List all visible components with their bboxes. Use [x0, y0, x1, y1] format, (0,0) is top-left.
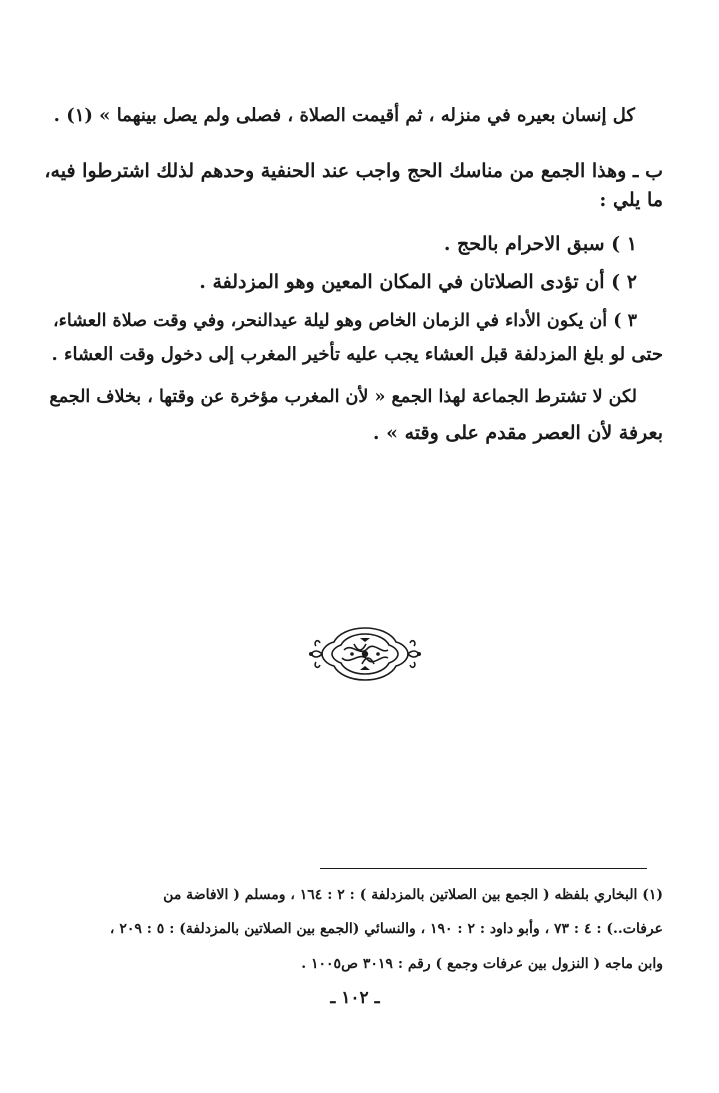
- footnote-divider: [320, 868, 647, 869]
- body-line: ما يلي :: [599, 189, 663, 211]
- body-line: بعرفة لأن العصر مقدم على وقته » .: [372, 422, 663, 444]
- ornament-icon: [308, 624, 422, 684]
- footnote-line: عرفات..) : ٤ : ٧٣ ، وأبو داود : ٢ : ١٩٠ ، والنسائي (الجمع بين الصلاتين بالمزدلفة) : ٥ : ٢٠٩ ،: [109, 921, 663, 937]
- body-line: كل إنسان بعيره في منزله ، ثم أقيمت الصلاة ، فصلى ولم يصل بينهما » (١) .: [53, 105, 635, 126]
- body-line: ١ ) سبق الاحرام بالحج .: [443, 233, 637, 255]
- page-number: ـ ١٠٢ ـ: [330, 988, 380, 1008]
- body-line: ب ـ وهذا الجمع من مناسك الحج واجب عند الحنفية وحدهم لذلك اشترطوا فيه،: [44, 160, 663, 182]
- body-line: ٢ ) أن تؤدى الصلاتان في المكان المعين وهو المزدلفة .: [199, 271, 637, 293]
- body-line: لكن لا تشترط الجماعة لهذا الجمع « لأن المغرب مؤخرة عن وقتها ، بخلاف الجمع: [49, 387, 637, 407]
- footnote-line: وابن ماجه ( النزول بين عرفات وجمع ) رقم : ٣٠١٩ ص١٠٠٥ .: [301, 956, 663, 972]
- body-line: حتى لو بلغ المزدلفة قبل العشاء يجب عليه تأخير المغرب إلى دخول وقت العشاء .: [51, 344, 663, 365]
- footnote-line: (١) البخاري بلفظه ( الجمع بين الصلاتين بالمزدلفة ) : ٢ : ١٦٤ ، ومسلم ( الافاضة من: [163, 887, 663, 903]
- body-line: ٣ ) أن يكون الأداء في الزمان الخاص وهو ليلة عيدالنحر، وفي وقت صلاة العشاء،: [52, 311, 637, 331]
